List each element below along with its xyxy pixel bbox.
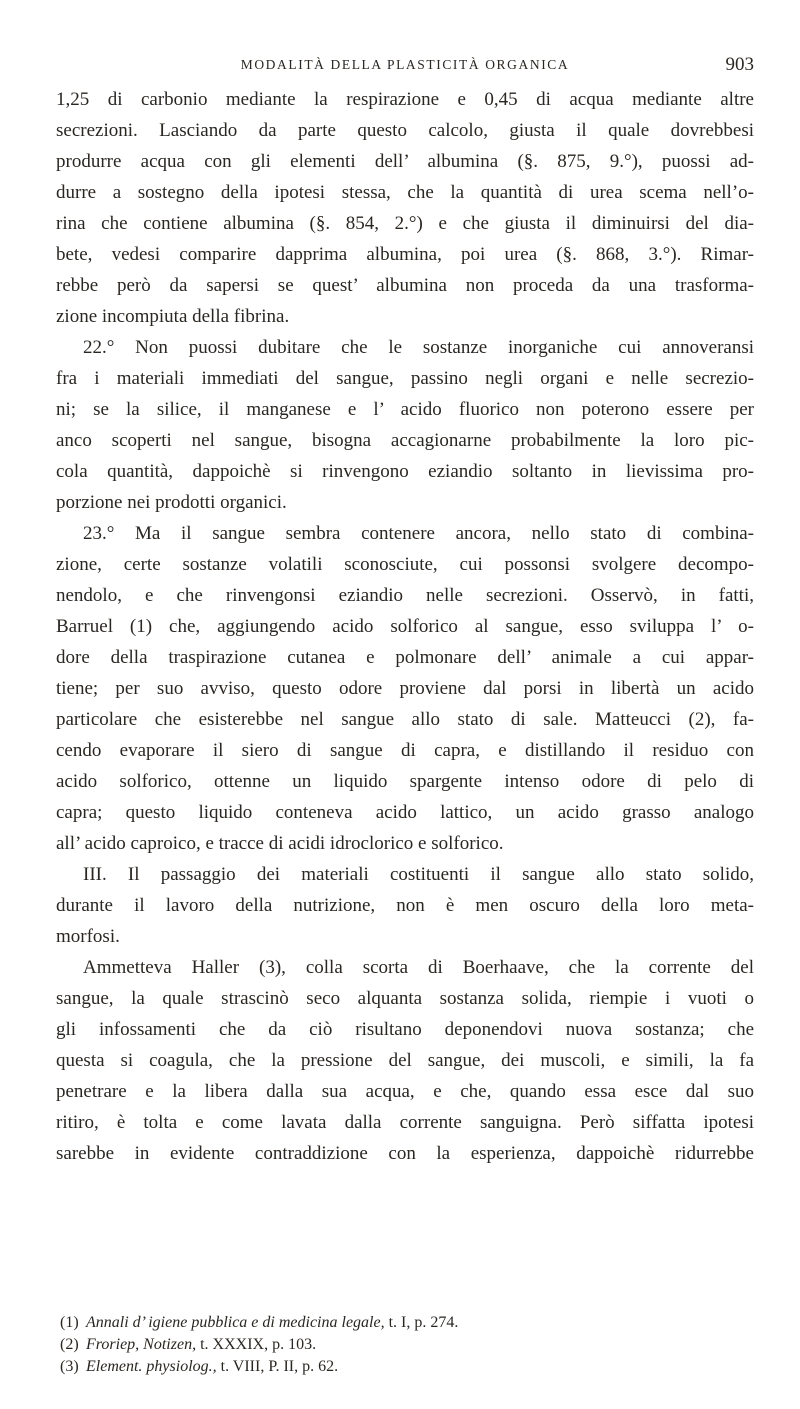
text-line: III. Il passaggio dei materiali costituenti il sangue allo stato solido, <box>83 864 754 885</box>
text-line: penetrare e la libera dalla sua acqua, e che, quando essa esce dal suo <box>56 1081 754 1102</box>
footnote-reference: t. VIII, P. II, p. 62. <box>216 1358 339 1375</box>
text-line: nendolo, e che rinvengonsi eziandio nelle secrezioni. Osservò, in fatti, <box>56 585 754 606</box>
text-line: zione incompiuta della fibrina. <box>56 306 290 327</box>
text-line: fra i materiali immediati del sangue, passino negli organi e nelle secrezio- <box>56 368 754 389</box>
text-line: sarebbe in evidente contraddizione con la esperienza, dappoichè ridurrebbe <box>56 1143 754 1164</box>
body-text <box>56 84 754 1169</box>
text-line: particolare che esisterebbe nel sangue allo stato di sale. Matteucci (2), fa- <box>56 709 754 730</box>
footnote-number: (2) <box>60 1336 79 1353</box>
text-line: secrezioni. Lasciando da parte questo calcolo, giusta il quale dovrebbesi <box>56 120 754 141</box>
text-line: Barruel (1) che, aggiungendo acido solforico al sangue, esso sviluppa l’ o- <box>56 616 754 637</box>
text-line: anco scoperti nel sangue, bisogna accagionarne probabilmente la loro pic- <box>56 430 754 451</box>
text-line: 1,25 di carbonio mediante la respirazione e 0,45 di acqua mediante altre <box>56 89 754 110</box>
text-line: sangue, la quale strascinò seco alquanta sostanza solida, riempie i vuoti o <box>56 988 754 1009</box>
footnote-number: (1) <box>60 1314 79 1331</box>
text-line: ritiro, è tolta e come lavata dalla corrente sanguigna. Però siffatta ipotesi <box>56 1112 754 1133</box>
text-line: ni; se la silice, il manganese e l’ acido fluorico non poterono essere per <box>56 399 754 420</box>
text-line: all’ acido caproico, e tracce di acidi idroclorico e solforico. <box>56 833 504 854</box>
text-line: 23.° Ma il sangue sembra contenere ancora, nello stato di combina- <box>83 523 754 544</box>
book-page <box>56 50 754 1169</box>
footnote-source-title: Annali d’ igiene pubblica e di medicina legale, <box>86 1314 385 1331</box>
text-line: dore della traspirazione cutanea e polmonare dell’ animale a cui appar- <box>56 647 754 668</box>
text-line: porzione nei prodotti organici. <box>56 492 287 513</box>
text-line: cola quantità, dappoichè si rinvengono eziandio soltanto in lievissima pro- <box>56 461 754 482</box>
text-line: Ammetteva Haller (3), colla scorta di Boerhaave, che la corrente del <box>83 957 754 978</box>
footnote-number: (3) <box>60 1358 79 1375</box>
text-line: rina che contiene albumina (§. 854, 2.°) e che giusta il diminuirsi del dia- <box>56 213 754 234</box>
footnote <box>60 1312 750 1334</box>
text-line: cendo evaporare il siero di sangue di capra, e distillando il residuo con <box>56 740 754 761</box>
running-header <box>56 50 754 80</box>
text-line: gli infossamenti che da ciò risultano deponendovi nuova sostanza; che <box>56 1019 754 1040</box>
text-line: questa si coagula, che la pressione del sangue, dei muscoli, e simili, la fa <box>56 1050 754 1071</box>
text-line: capra; questo liquido conteneva acido lattico, un acido grasso analogo <box>56 802 754 823</box>
footnotes <box>60 1312 750 1378</box>
text-line: 22.° Non puossi dubitare che le sostanze inorganiche cui annoveransi <box>83 337 754 358</box>
page-number: 903 <box>725 54 754 75</box>
text-line: durante il lavoro della nutrizione, non è men oscuro della loro meta- <box>56 895 754 916</box>
footnote <box>60 1356 750 1378</box>
footnote-reference: t. XXXIX, p. 103. <box>196 1336 317 1353</box>
text-line: morfosi. <box>56 926 120 947</box>
running-title: MODALITÀ DELLA PLASTICITÀ ORGANICA <box>240 57 570 72</box>
text-line: acido solforico, ottenne un liquido spargente intenso odore di pelo di <box>56 771 754 792</box>
text-line: bete, vedesi comparire dapprima albumina, poi urea (§. 868, 3.°). Rimar- <box>56 244 754 265</box>
footnote-reference: t. I, p. 274. <box>384 1314 459 1331</box>
text-line: produrre acqua con gli elementi dell’ albumina (§. 875, 9.°), puossi ad- <box>56 151 754 172</box>
footnote <box>60 1334 750 1356</box>
footnote-source-title: Element. physiolog., <box>86 1358 217 1375</box>
text-line: rebbe però da sapersi se quest’ albumina non proceda da una trasforma- <box>56 275 754 296</box>
footnote-source-title: Froriep, Notizen, <box>86 1336 197 1353</box>
text-line: zione, certe sostanze volatili sconosciute, cui possonsi svolgere decompo- <box>56 554 754 575</box>
text-line: tiene; per suo avviso, questo odore proviene dal porsi in libertà un acido <box>56 678 754 699</box>
text-line: durre a sostegno della ipotesi stessa, che la quantità di urea scema nell’o- <box>56 182 754 203</box>
